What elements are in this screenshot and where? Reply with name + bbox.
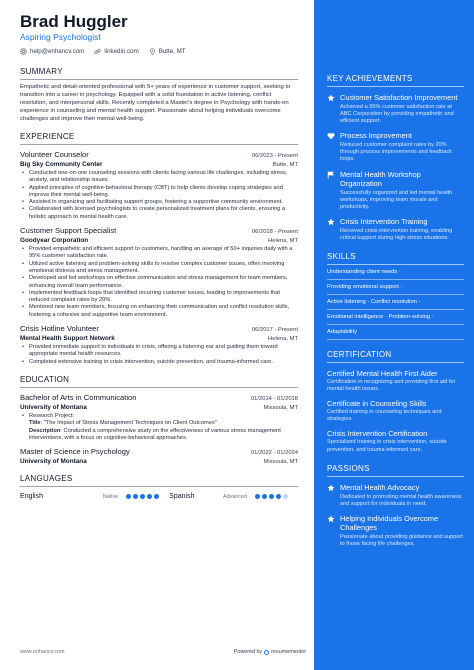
bullet-item: • Conducted one-on-one counseling sessions with clients facing various life challenges, including stress, anxiety, and relationship issues. (20, 170, 298, 185)
achievement-title: Mental Health Workshop Organization (340, 169, 421, 188)
job-bullets (20, 246, 298, 319)
education-entry (20, 393, 298, 442)
language-name: Spanish (169, 493, 195, 501)
job-organization: Big Sky Community Center (20, 161, 103, 168)
project-description-text: : Conducted a comprehensive study on the effectiveness of various stress management interventions, with a focus on cognitive-behavioral approaches. (29, 427, 281, 441)
achievement-item (327, 217, 464, 242)
contact-location (149, 48, 186, 55)
education-entry (20, 447, 298, 465)
job-bullets (20, 170, 298, 221)
job-organization: Mental Health Support Network (20, 335, 115, 343)
school-location: Missoula, MT (263, 404, 298, 411)
achievement-title: Process Improvement (340, 131, 412, 141)
research-project-description (20, 428, 298, 443)
education-date: 01/2014 - 01/2018 (250, 395, 298, 402)
description-label: Description (29, 427, 61, 434)
project-title-text: : "The Impact of Stress Management Techniques on Client Outcomes" (40, 420, 217, 427)
certification-item (327, 399, 464, 423)
linkedin-text: linkedin.com (104, 48, 139, 55)
language-name: English (20, 493, 43, 501)
star-icon (327, 94, 335, 102)
star-icon (327, 515, 335, 523)
education-heading: EDUCATION (20, 375, 298, 388)
certification-title: Certified Mental Health First Aider (327, 369, 438, 379)
candidate-name: Brad Huggler (20, 12, 128, 31)
language-level: Advanced (223, 493, 247, 500)
achievement-item (327, 93, 464, 125)
passion-description: Dedicated to promoting mental health awareness and support for individuals in need. (340, 493, 462, 507)
achievement-item (327, 131, 464, 163)
job-location: Butte, MT (272, 162, 298, 168)
research-project-title (20, 420, 298, 427)
bullet-item: • Mentored new team members, focusing on enhancing their communication and conflict resolution skills, fostering a cohesive and supportive team environment. (20, 304, 298, 319)
language-proficiency-dots (255, 494, 288, 499)
achievement-description: Received crisis intervention training, enabling critical support during high-stress situations. (340, 227, 453, 241)
location-pin-icon (149, 48, 156, 55)
passion-description: Passionate about providing guidance and support to those facing life challenges. (340, 533, 463, 547)
education-date: 01/2022 - 01/2024 (250, 450, 298, 457)
passion-item (327, 483, 464, 508)
proficiency-dot (154, 494, 159, 499)
job-organization: Goodyear Corporation (20, 237, 89, 245)
achievement-description: Achieved a 95% customer satisfaction rate at ABC Corporation by providing empathetic and efficient support. (340, 104, 454, 125)
skill-item: Understanding client needs · (327, 265, 464, 280)
certification-list (327, 369, 464, 454)
passion-title: Helping Individuals Overcome Challenges (340, 513, 439, 532)
achievement-title: Crisis Intervention Training (340, 216, 428, 226)
job-entry (20, 226, 298, 319)
bullet-item: • Developed and led workshops on effective communication and stress management for team members, enhancing overall team performance. (20, 275, 298, 290)
footer (20, 649, 306, 655)
job-date: 06/2018 - Present (251, 229, 298, 236)
achievement-item (327, 170, 464, 211)
summary-heading: SUMMARY (20, 67, 298, 80)
language-level: Native (102, 493, 119, 500)
proficiency-dot (262, 494, 267, 499)
job-location: Helena, MT (268, 336, 298, 343)
bullet-item: • Applied principles of cognitive-behavioral therapy (CBT) to help clients develop coping strategies and improve their mental well-being. (20, 185, 298, 200)
passion-title: Mental Health Advocacy (340, 482, 420, 492)
job-title: Customer Support Specialist (20, 226, 117, 236)
at-icon (20, 48, 27, 55)
certification-description: Specialized training in crisis intervention, suicide prevention, and trauma-informed care. (327, 439, 447, 453)
passion-item (327, 514, 464, 548)
achievement-description: Successfully organized and led mental health workshops, improving team morale and productivity. (340, 189, 453, 210)
contact-row (20, 48, 298, 55)
candidate-role: Aspiring Psychologist (20, 32, 101, 42)
sidebar (314, 0, 474, 670)
certification-heading: CERTIFICATION (327, 350, 464, 363)
proficiency-dot (126, 494, 131, 499)
job-title: Crisis Hotline Volunteer (20, 324, 99, 334)
job-location: Helena, MT (268, 238, 298, 245)
footer-website[interactable]: www.enhancv.com (20, 649, 65, 655)
research-project-label: • Research Project: (20, 413, 298, 420)
passions-list (327, 483, 464, 548)
heart-icon (327, 132, 335, 140)
job-date: 06/2017 - Present (251, 327, 298, 334)
skills-list (327, 265, 464, 340)
languages-heading: LANGUAGES (20, 474, 298, 487)
certification-title: Certificate in Counseling Skills (327, 399, 427, 409)
bullet-item: • Collaborated with licensed psychologists to create personalized treatment plans for clients, ensuring a holistic approach to mental health care. (20, 206, 298, 221)
job-entry (20, 324, 298, 366)
email-text: help@enhancv.com (30, 48, 85, 55)
proficiency-dot (283, 494, 288, 499)
bullet-item: • Provided immediate support to individuals in crisis, offering a listening ear and guiding them toward appropriate mental health resources. (20, 344, 298, 359)
proficiency-dot (133, 494, 138, 499)
bullet-item: • Implemented feedback loops that identified recurring customer issues, leading to improvements that reduced complaint rates by 20%. (20, 290, 298, 305)
proficiency-dot (269, 494, 274, 499)
summary-text: Empathetic and detail-oriented professional with 5+ years of experience in customer support, seeking to transition into a career in psychology. Equipped with a solid foundation in active listening, conflict resolution, and interpersonal skills. Recently completed a Master's degree in Psychology with hands-on experience in counseling and mental health support. Passionate about helping individuals overcome challenges and improve their mental well-being. (20, 84, 291, 122)
link-icon (94, 48, 101, 55)
brand-name: resumementor (271, 649, 306, 655)
languages-row (20, 493, 298, 500)
location-text: Butte, MT (158, 48, 186, 55)
skill-item: Adaptability (327, 325, 464, 340)
achievements-list (327, 93, 464, 242)
proficiency-dot (147, 494, 152, 499)
certification-item (327, 369, 464, 393)
degree-title: Master of Science in Psychology (20, 447, 130, 457)
proficiency-dot (255, 494, 260, 499)
skill-item: Providing emotional support · (327, 280, 464, 295)
passions-heading: PASSIONS (327, 464, 464, 477)
skills-heading: SKILLS (327, 252, 464, 265)
powered-by-text: Powered by (233, 649, 263, 655)
title-label: Title (29, 420, 41, 427)
education-details (20, 413, 298, 420)
school-name: University of Montana (20, 403, 87, 411)
certification-description: Certification in recognizing and providing first aid for mental health issues. (327, 379, 456, 393)
certification-description: Certified training in counseling techniques and strategies. (327, 409, 442, 423)
contact-linkedin[interactable] (94, 48, 138, 55)
achievement-description: Reduced customer complaint rates by 20% through process improvements and feedback loops. (340, 142, 452, 163)
school-location: Missoula, MT (263, 459, 298, 466)
bullet-item: • Utilized active listening and problem-solving skills to resolve complex customer issues, often involving emotional distress and stress management. (20, 261, 298, 276)
certification-title: Crisis Intervention Certification (327, 429, 428, 439)
degree-title: Bachelor of Arts in Communication (20, 392, 137, 402)
bullet-item: • Completed extensive training in crisis intervention, suicide prevention, and trauma-informed care. (20, 359, 298, 366)
proficiency-dot (140, 494, 145, 499)
job-bullets (20, 344, 298, 366)
proficiency-dot (276, 494, 281, 499)
brand-logo-icon (264, 650, 269, 655)
skill-item: Emotional intelligence · Problem-solving · (327, 310, 464, 325)
footer-brand (234, 649, 306, 655)
achievement-title: Customer Satisfaction Improvement (340, 93, 458, 102)
bullet-item: • Assisted in organizing and facilitating support groups, fostering a supportive community environment. (20, 199, 298, 206)
star-icon (327, 484, 335, 492)
certification-item (327, 429, 464, 453)
job-entry (20, 150, 298, 221)
job-date: 06/2023 - Present (251, 153, 298, 159)
school-name: University of Montana (20, 458, 87, 466)
experience-heading: EXPERIENCE (20, 132, 298, 145)
job-title: Volunteer Counselor (20, 150, 89, 159)
key-achievements-heading: KEY ACHIEVEMENTS (327, 74, 464, 87)
skill-item: Active listening · Conflict resolution · (327, 295, 464, 310)
bullet-item: • Provided empathetic and efficient support to customers, handling an average of 50+ inquiries daily with a 95% customer satisfaction rate. (20, 246, 298, 261)
flag-icon (327, 171, 335, 179)
contact-email[interactable] (20, 48, 84, 55)
star-icon (327, 218, 335, 226)
language-proficiency-dots (126, 494, 159, 499)
